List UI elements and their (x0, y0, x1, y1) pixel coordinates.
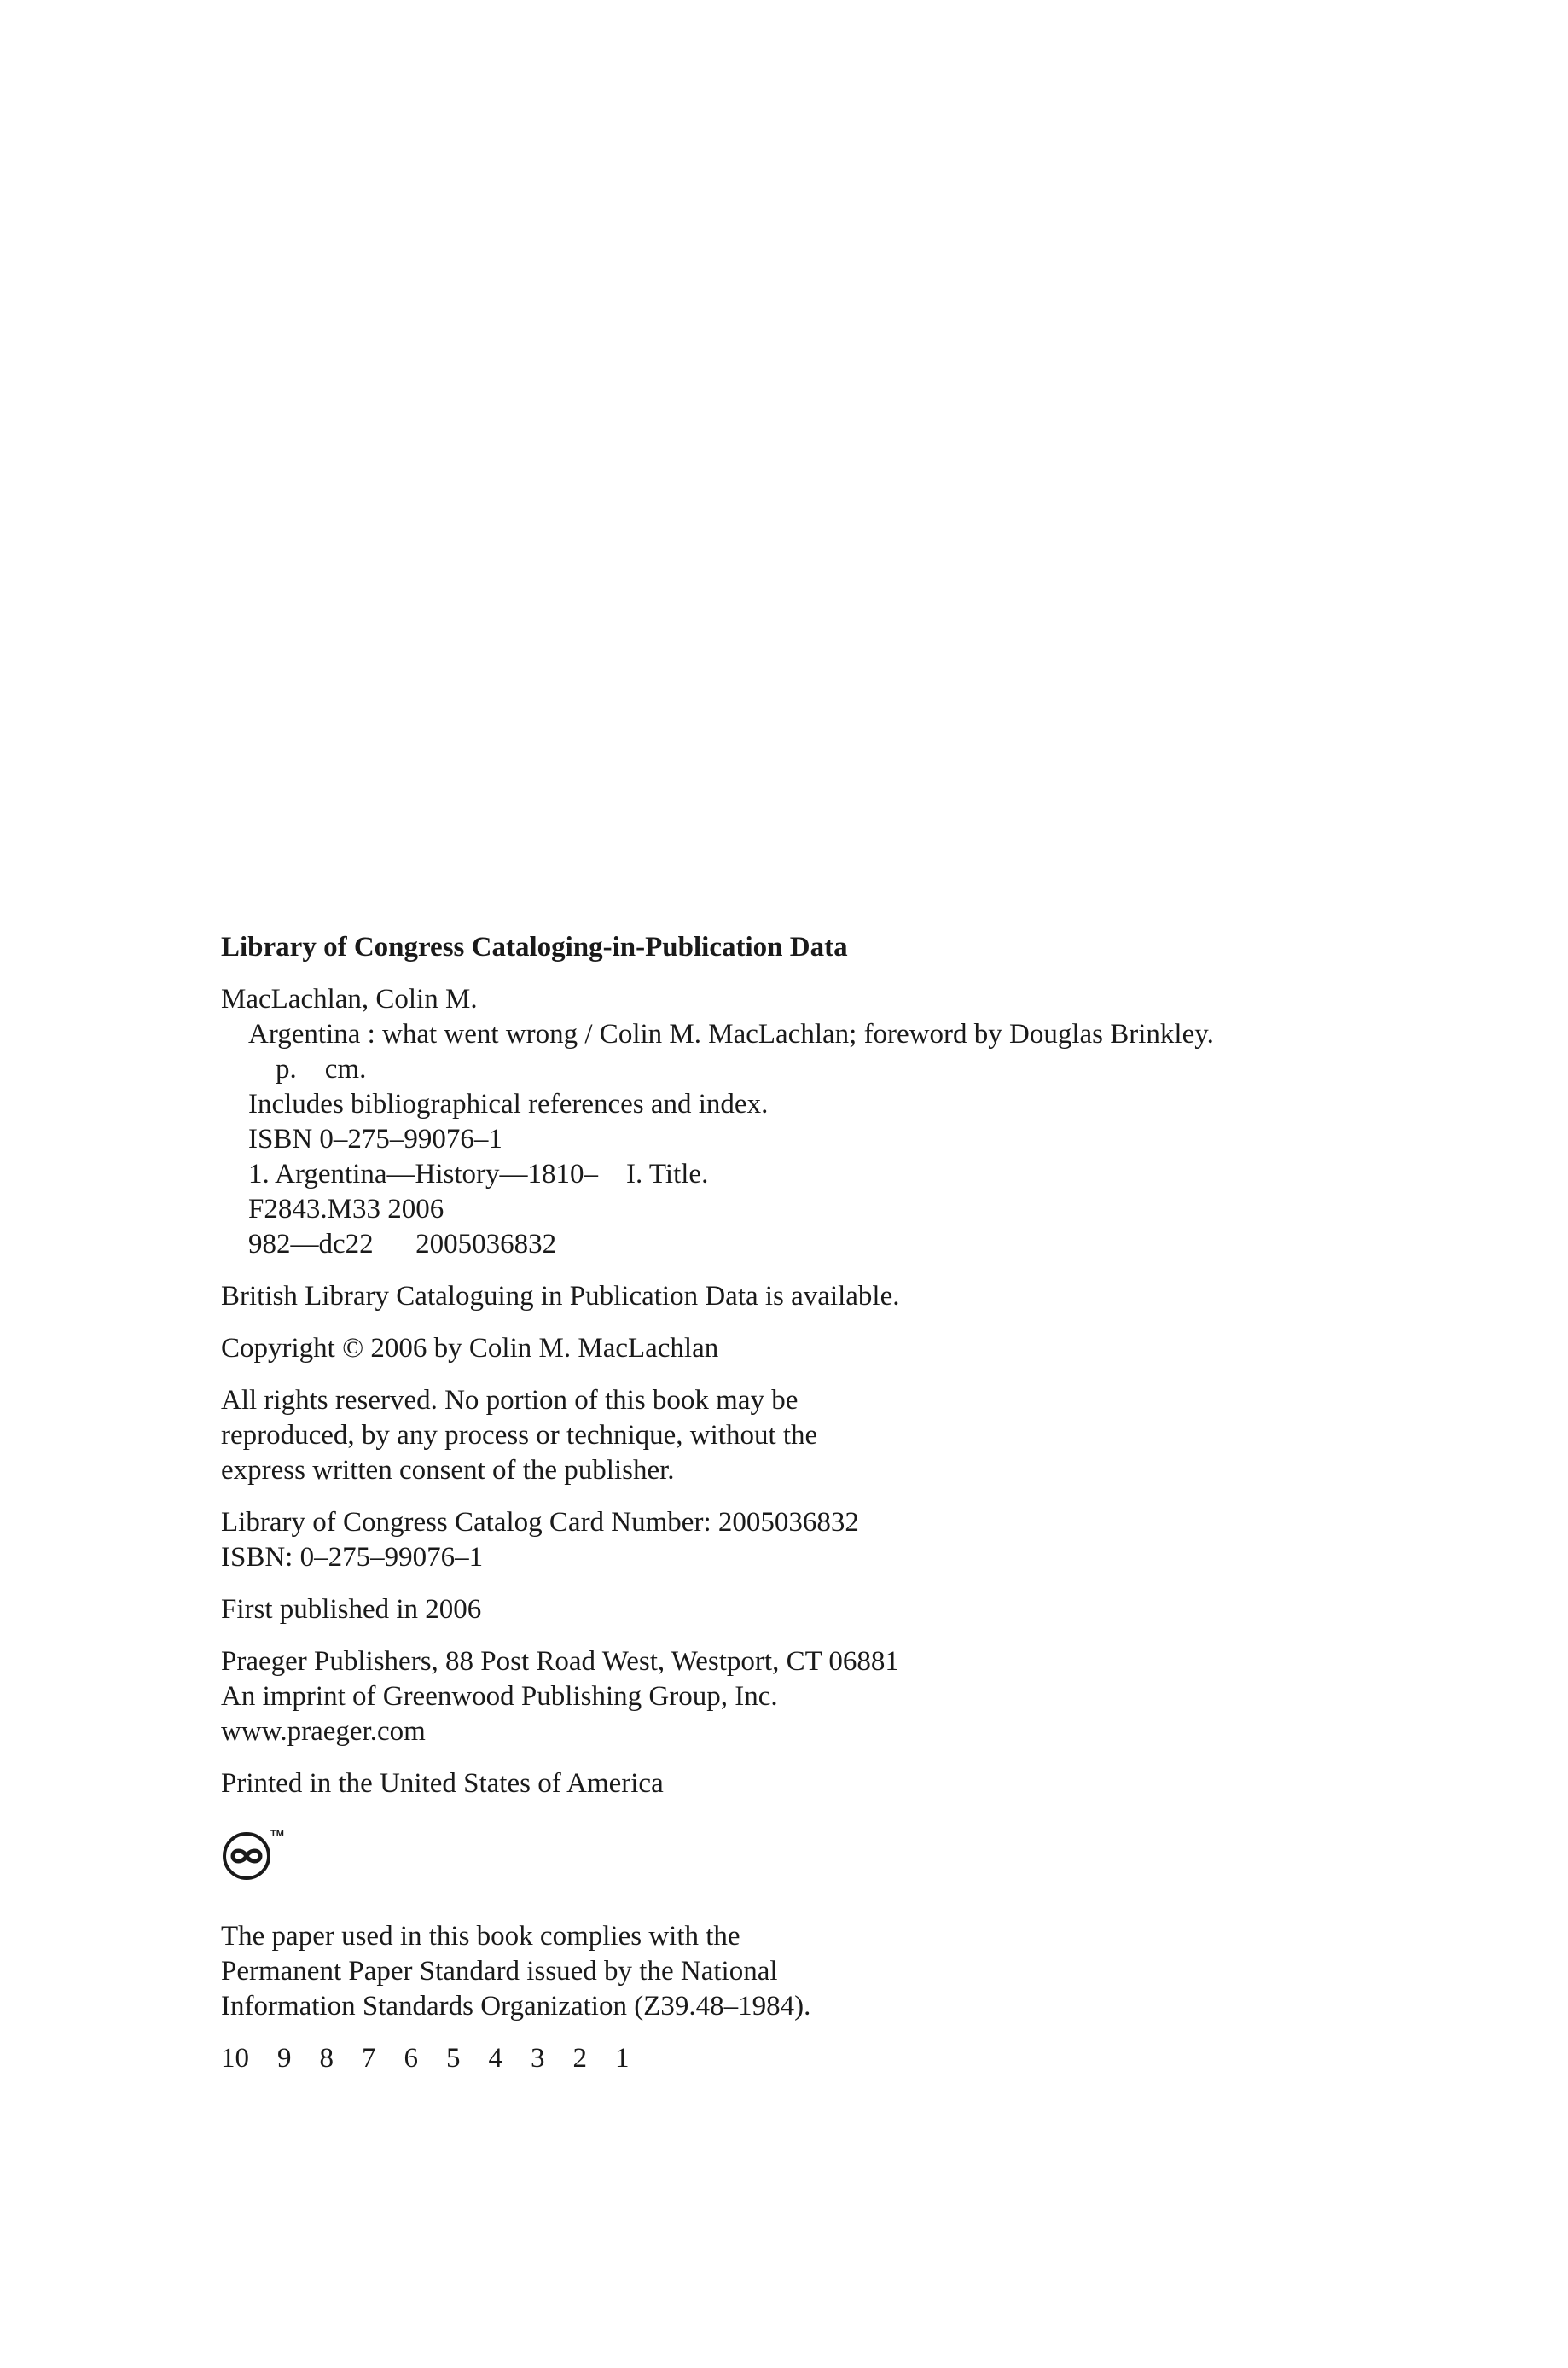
printing-sequence: 10 9 8 7 6 5 4 3 2 1 (221, 2043, 630, 2074)
first-published: First published in 2006 (221, 1594, 482, 1625)
british-library-note: British Library Cataloguing in Publication Data is available. (221, 1281, 900, 1312)
cip-heading: Library of Congress Cataloging-in-Publication Data (221, 932, 848, 963)
cip-call-number: F2843.M33 2006 (248, 1194, 444, 1225)
permanent-paper-infinity-icon (221, 1829, 272, 1880)
rights-line: All rights reserved. No portion of this book may be (221, 1385, 799, 1416)
cip-title-line: Argentina : what went wrong / Colin M. MacLachlan; foreword by Douglas Brinkley. (248, 1019, 1214, 1050)
rights-statement (221, 1383, 1415, 1488)
copyright-line: Copyright © 2006 by Colin M. MacLachlan (221, 1333, 719, 1364)
rights-line: reproduced, by any process or technique, without the (221, 1420, 818, 1451)
copyright-page (221, 930, 1415, 2093)
publisher-imprint: An imprint of Greenwood Publishing Group, Inc. (221, 1681, 778, 1712)
catalog-card-number: Library of Congress Catalog Card Number: 2005036832 (221, 1507, 859, 1538)
cip-includes-line: Includes bibliographical references and index. (248, 1089, 769, 1120)
cip-subject-line: 1. Argentina—History—1810– I. Title. (248, 1159, 709, 1190)
rights-line: express written consent of the publisher. (221, 1455, 675, 1486)
publisher-website: www.praeger.com (221, 1716, 426, 1747)
cip-isbn-line: ISBN 0–275–99076–1 (248, 1124, 502, 1155)
paper-notice-line: Permanent Paper Standard issued by the National (221, 1956, 778, 1987)
cip-record (221, 982, 1415, 1262)
permanent-paper-logo (221, 1829, 298, 1885)
paper-notice-line: Information Standards Organization (Z39.48–1984). (221, 1991, 811, 2022)
publisher-address: Praeger Publishers, 88 Post Road West, Westport, CT 06881 (221, 1646, 899, 1677)
paper-notice (221, 1919, 1415, 2024)
cip-dewey-line: 982—dc22 2005036832 (248, 1229, 557, 1260)
catalog-info (221, 1505, 1415, 1575)
publisher-info (221, 1644, 1415, 1749)
cip-pages-line: p. cm. (276, 1054, 367, 1085)
paper-notice-line: The paper used in this book complies with the (221, 1921, 740, 1952)
catalog-isbn: ISBN: 0–275–99076–1 (221, 1542, 484, 1573)
printed-in: Printed in the United States of America (221, 1768, 664, 1799)
trademark-symbol: TM (270, 1829, 284, 1839)
cip-author: MacLachlan, Colin M. (221, 984, 478, 1015)
